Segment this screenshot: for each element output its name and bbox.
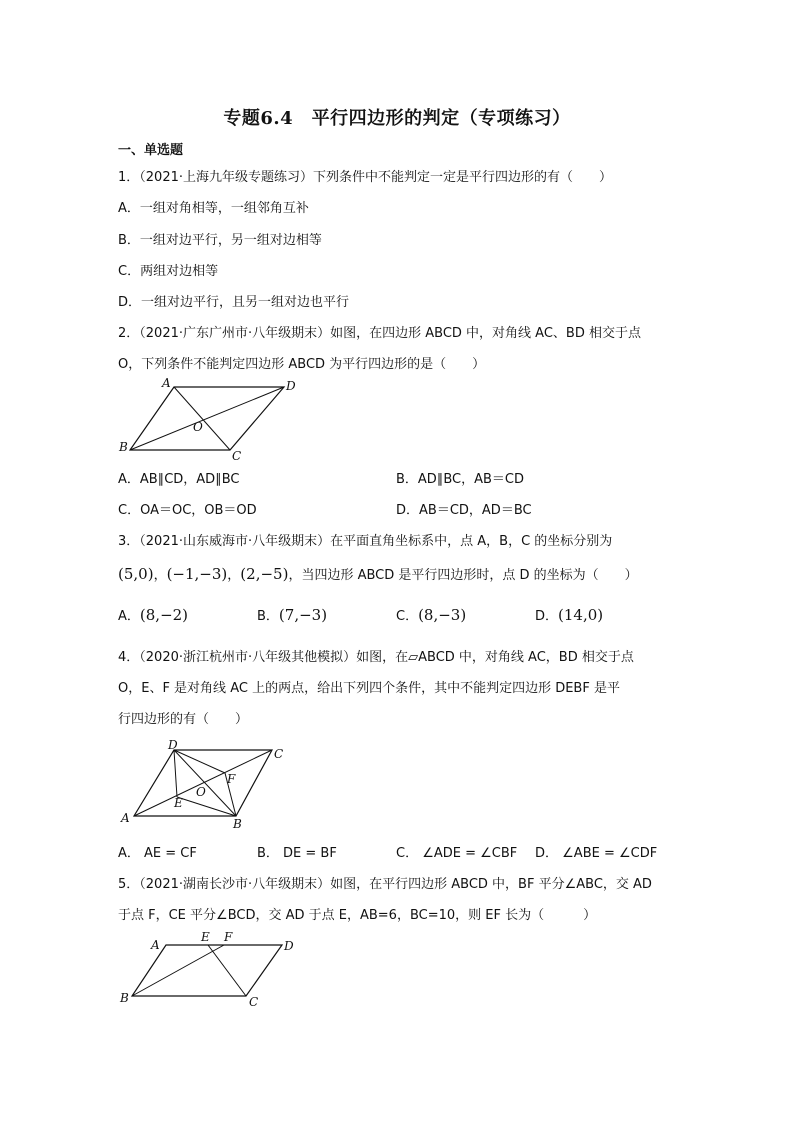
q5-bisector-ce (208, 945, 246, 996)
q1-stem: 1．（2021·上海九年级专题练习）下列条件中不能判定一定是平行四边形的有（ ） (118, 170, 612, 185)
q2-label-b: B (119, 440, 128, 454)
q3-stem-line2: (5,0)，(−1,−3)，(2,−5)，当四边形 ABCD 是平行四边形时，点 D 的坐标为（ ） (118, 565, 638, 583)
q5-stem-line2: 于点 F，CE 平分∠BCD，交 AD 于点 E，AB=6，BC=10，则 EF 长为（ ） (118, 908, 597, 923)
q5-label-b: B (120, 991, 129, 1005)
q1-option-b: B．一组对边平行，另一组对边相等 (118, 233, 322, 248)
q5-stem-line1: 5．（2021·湖南长沙市·八年级期末）如图，在平行四边形 ABCD 中，BF 平分∠ABC，交 AD (118, 877, 652, 892)
q1-option-c: C．两组对边相等 (118, 264, 219, 279)
q3-point-2: (−1,−3) (166, 565, 228, 583)
q4-stem-line1: 4．（2020·浙江杭州市·八年级其他模拟）如图，在▱ABCD 中，对角线 AC，BD 相交于点 (118, 650, 634, 665)
section-heading: 一、单选题 (118, 143, 184, 158)
q3-option-b: B．(7,−3) (257, 606, 328, 624)
q4-option-c: C． ∠ADE = ∠CBF (396, 846, 518, 861)
q4-segment-df (174, 750, 225, 773)
q2-stem-line1: 2．（2021·广东广州市·八年级期末）如图，在四边形 ABCD 中，对角线 AC、BD 相交于点 (118, 326, 641, 341)
q1-option-a: A．一组对角相等，一组邻角互补 (118, 201, 309, 216)
q1-option-d: D．一组对边平行，且另一组对边也平行 (118, 295, 350, 310)
q2-label-o: O (193, 420, 203, 434)
q5-label-d: D (284, 939, 294, 953)
q3-option-c: C．(8,−3) (396, 606, 467, 624)
q4-label-o: O (196, 785, 206, 799)
q4-label-e: E (174, 796, 183, 810)
q3-option-a: A．(8,−2) (118, 606, 189, 624)
q2-figure (110, 372, 300, 462)
q2-option-b: B．AD∥BC，AB＝CD (396, 472, 524, 487)
page-title: 专题6.4 平行四边形的判定（专项练习） (223, 108, 571, 129)
q2-label-d: D (286, 379, 296, 393)
q4-label-f: F (227, 772, 236, 786)
q2-diagonal-bd (130, 387, 284, 450)
q4-label-b: B (233, 817, 242, 831)
q4-option-d: D． ∠ABE = ∠CDF (535, 846, 658, 861)
q3-point-1: (5,0) (118, 565, 154, 583)
q3-stem-line1: 3．（2021·山东威海市·八年级期末）在平面直角坐标系中，点 A，B，C 的坐标分别为 (118, 534, 613, 549)
q5-label-e: E (201, 930, 210, 944)
q2-label-c: C (232, 449, 242, 462)
q3-option-d: D．(14,0) (535, 606, 604, 624)
q3-point-3: (2,−5) (240, 565, 289, 583)
q3-stem-mid: ，当四边形 ABCD 是平行四边形时，点 D 的坐标为（ ） (288, 568, 638, 583)
q2-stem-line2: O，下列条件不能判定四边形 ABCD 为平行四边形的是（ ） (118, 357, 486, 372)
q2-option-a: A．AB∥CD，AD∥BC (118, 472, 240, 487)
q2-label-a: A (162, 376, 171, 390)
q5-label-a: A (151, 938, 160, 952)
q4-label-d: D (168, 738, 178, 752)
q4-figure (114, 736, 304, 832)
q5-figure (110, 926, 300, 1008)
q2-diagonal-ac (174, 387, 230, 450)
q5-parallelogram (132, 945, 282, 996)
q5-label-f: F (224, 930, 233, 944)
q4-stem-line3: 行四边形的有（ ） (118, 712, 249, 727)
q4-segment-de (174, 750, 177, 797)
q2-option-c: C．OA＝OC，OB＝OD (118, 503, 257, 518)
q4-option-b: B． DE = BF (257, 846, 337, 861)
q4-label-a: A (121, 811, 130, 825)
q5-bisector-bf (132, 945, 224, 996)
q4-option-a: A． AE = CF (118, 846, 197, 861)
q4-label-c: C (274, 747, 284, 761)
q4-stem-line2: O，E、F 是对角线 AC 上的两点，给出下列四个条件，其中不能判定四边形 DEBF 是平 (118, 681, 620, 696)
q5-label-c: C (249, 995, 259, 1008)
q2-option-d: D．AB＝CD，AD＝BC (396, 503, 532, 518)
